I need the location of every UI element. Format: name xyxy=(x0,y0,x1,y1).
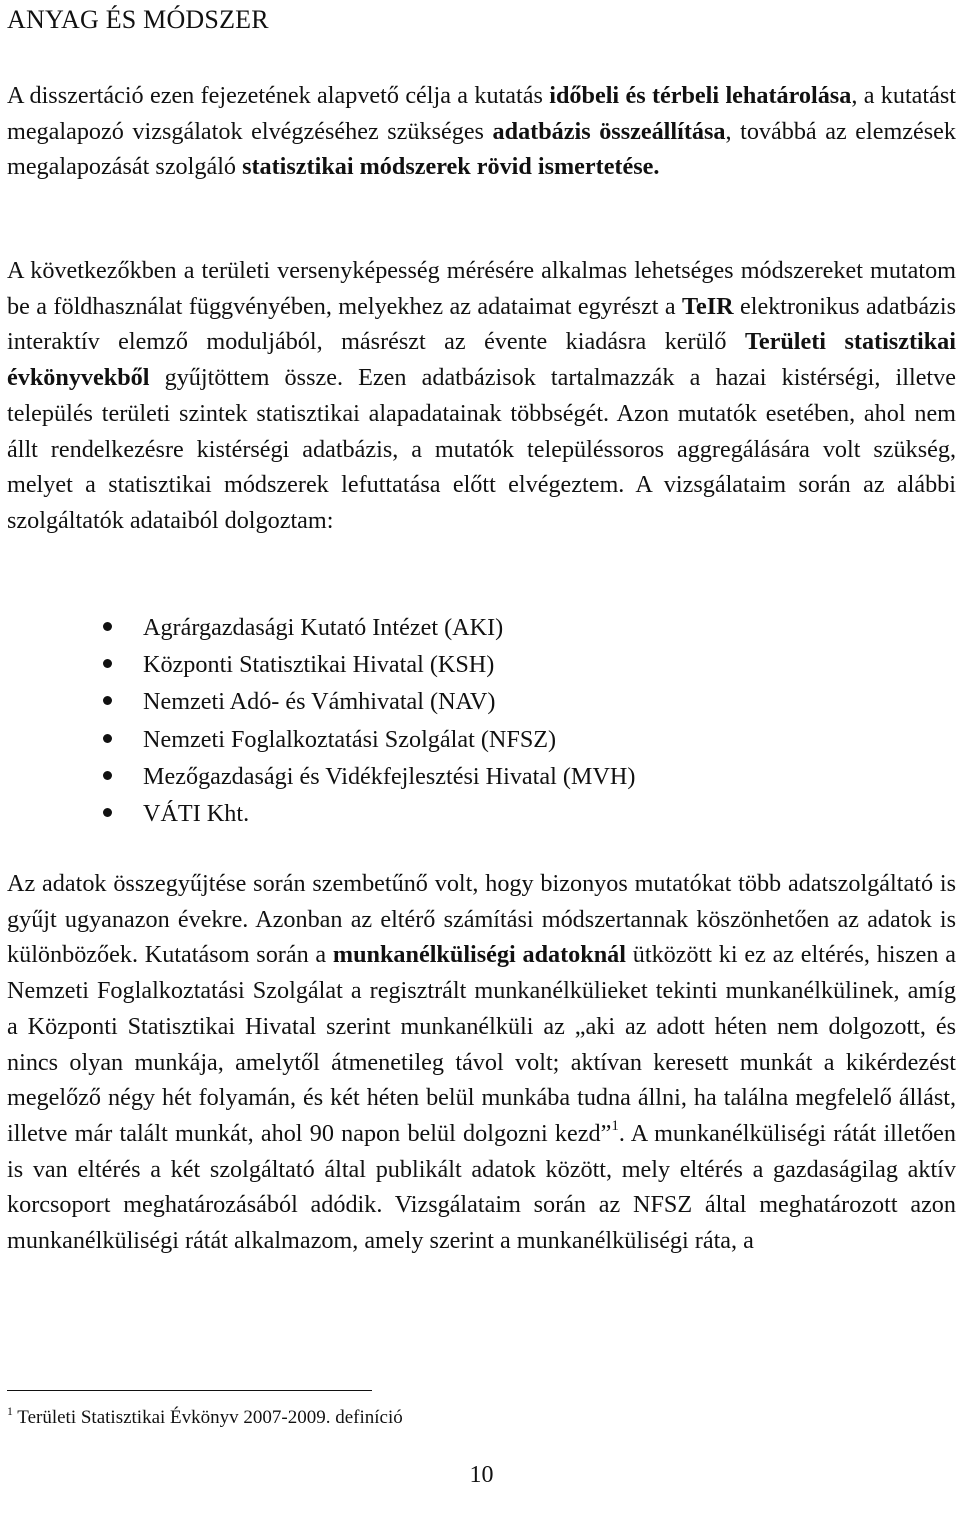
paragraph-text: elektronikus adatbázis interaktív elemző moduljából, másrészt az évente kiadásra kerülő xyxy=(7,292,956,356)
paragraph-text: ütközött ki ez az eltérés, hiszen a Nemzeti Foglalkoztatási Szolgálat a regisztrált munkanélkülieket tekinti munkanélkülinek, amíg a Központi Statisztikai Hivatal szerint munkanélküli az „aki az adott héten nem dolgozott, és nincs olyan munkája, amelytől átmenetileg távol volt; aktívan keresett munkát a kikérdezést megelőző négy hét folyamán, és két héten belül munkába tudna állni, ha találna megfelelő állást, illetve már talált munkát, ahol 90 napon belül dolgozni kezd” xyxy=(7,941,956,1147)
bullet-icon xyxy=(103,659,112,668)
list-item-label: Nemzeti Foglalkoztatási Szolgálat (NFSZ) xyxy=(143,725,557,753)
bold-phrase: adatbázis összeállítása xyxy=(492,117,726,145)
paragraph-unemployment xyxy=(7,866,956,1259)
list-item xyxy=(7,609,635,646)
bold-phrase: TeIR xyxy=(682,292,734,320)
bold-phrase: munkanélküliségi adatoknál xyxy=(332,941,626,969)
list-item-label: Agrárgazdasági Kutató Intézet (AKI) xyxy=(143,614,504,641)
footnote-number: 1 xyxy=(7,1404,13,1418)
paragraph-text: , a kutatást megalapozó vizsgálatok elvégzéséhez szükséges xyxy=(7,82,957,145)
provider-list xyxy=(7,609,635,832)
footnote xyxy=(7,1405,403,1431)
footnote-divider xyxy=(7,1390,372,1391)
bold-phrase: időbeli és térbeli lehatárolása xyxy=(549,82,852,109)
paragraph-text: . A munkanélküliségi rátát illetően is van eltérés a két szolgáltató által publikált adatok között, mely eltérés a gazdaságilag aktív korcsoport meghatározásából adódik. Vizsgálataim során az NFSZ által meghatározott azon munkanélküliségi rátát alkalmazom, amely szerint a munkanélküliségi ráta, a xyxy=(7,1119,957,1255)
paragraph-data-sources xyxy=(7,253,956,539)
bold-phrase: statisztikai módszerek rövid ismertetése. xyxy=(242,153,660,181)
list-item xyxy=(7,646,635,683)
bullet-icon xyxy=(103,734,112,743)
list-item-label: VÁTI Kht. xyxy=(143,800,250,828)
paragraph-text: Az adatok összegyűjtése során szembetűnő volt, hogy bizonyos mutatókat több adatszolgáltató is gyűjt ugyanazon évekre. Azonban az eltérő számítási módszertannak köszönhetően az adatok is különbözőek. Kutatásom során a xyxy=(7,870,956,969)
list-item xyxy=(7,721,635,758)
bullet-icon xyxy=(103,696,112,705)
paragraph-intro xyxy=(7,78,956,185)
footnote-text: Területi Statisztikai Évkönyv 2007-2009. definíció xyxy=(12,1407,403,1428)
paragraph-text: , továbbá az elemzések megalapozását szolgáló xyxy=(7,117,956,181)
section-heading: ANYAG ÉS MÓDSZER xyxy=(7,5,269,34)
footnote-reference[interactable]: 1 xyxy=(611,1118,619,1135)
list-item-label: Mezőgazdasági és Vidékfejlesztési Hivatal (MVH) xyxy=(143,762,636,790)
bold-phrase: Területi statisztikai évkönyvekből xyxy=(7,328,956,392)
list-item xyxy=(7,683,635,720)
bullet-icon xyxy=(103,771,112,780)
list-item-label: Központi Statisztikai Hivatal (KSH) xyxy=(143,651,495,679)
page-number: 10 xyxy=(469,1462,494,1488)
paragraph-text: A következőkben a területi versenyképesség mérésére alkalmas lehetséges módszereket mutatom be a földhasználat függvényében, melyekhez az adataimat egyrészt a xyxy=(7,257,956,320)
list-item xyxy=(7,758,635,795)
paragraph-text: A disszertáció ezen fejezetének alapvető célja a kutatás xyxy=(7,82,550,109)
list-item xyxy=(7,795,635,832)
paragraph-text: gyűjtöttem össze. Ezen adatbázisok tartalmazzák a hazai kistérségi, illetve település területi szintek statisztikai alapadatainak többségét. Azon mutatók esetében, ahol nem állt rendelkezésre kistérségi adatbázis, a mutatók településsoros aggregálására volt szükség, melyet a statisztikai módszerek lefuttatása előtt elvégeztem. A vizsgálataim során az alábbi szolgáltatók adataiból dolgoztam: xyxy=(7,364,956,534)
list-item-label: Nemzeti Adó- és Vámhivatal (NAV) xyxy=(143,688,496,716)
bullet-icon xyxy=(103,622,112,631)
bullet-icon xyxy=(103,808,112,817)
